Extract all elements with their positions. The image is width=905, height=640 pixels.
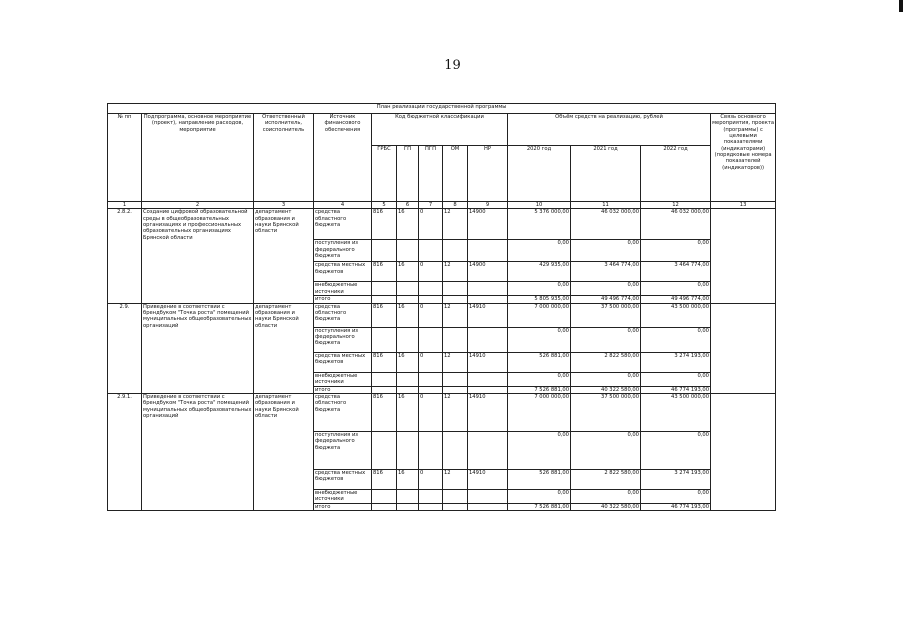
column-numbers-row [108, 202, 776, 209]
amount-2022: 3 274 193,00 [641, 352, 711, 372]
funding-source: поступления из федерального бюджета [314, 240, 372, 262]
indicator-link [711, 303, 776, 393]
funding-source: поступления из федерального бюджета [314, 432, 372, 470]
code-grbs: 816 [372, 303, 397, 327]
code-grbs: 816 [372, 209, 397, 240]
header-2021: 2021 год [571, 146, 641, 202]
code-pgp [419, 504, 443, 511]
code-gp [397, 240, 419, 262]
amount-2021: 37 500 000,00 [571, 394, 641, 432]
amount-2020: 0,00 [508, 240, 571, 262]
amount-2022: 0,00 [641, 240, 711, 262]
code-om [443, 386, 468, 393]
header-source: Источник финансового обеспечения [314, 114, 372, 202]
header-budget-code: Код бюджетной классификации [372, 114, 508, 146]
funding-source: средства местных бюджетов [314, 262, 372, 282]
code-pgp: 0 [419, 470, 443, 490]
funding-source: внебюджетные источники [314, 490, 372, 504]
code-nr: 14900 [468, 209, 508, 240]
funding-source: средства местных бюджетов [314, 470, 372, 490]
header-grbs: ГРБС [372, 146, 397, 202]
amount-2021: 0,00 [571, 372, 641, 386]
code-om [443, 432, 468, 470]
code-gp: 16 [397, 352, 419, 372]
code-grbs: 816 [372, 394, 397, 432]
code-grbs [372, 386, 397, 393]
section-number: 2.9. [108, 303, 142, 393]
section-name: Приведение в соответствии с брендбуком "Точка роста" помещений муниципальных общеобразовательных организаций [142, 303, 254, 393]
col-number: 5 [372, 202, 397, 209]
amount-2021: 0,00 [571, 282, 641, 296]
amount-2020: 0,00 [508, 327, 571, 352]
funding-source: итого [314, 386, 372, 393]
code-om [443, 490, 468, 504]
section-executor: департамент образования и науки Брянской области [254, 394, 314, 511]
header-num: № пп [108, 114, 142, 202]
header-link: Связь основного мероприятия, проекта (программы) с целевыми показателями (индикаторами) (порядковые номера показателей (индикаторов)) [711, 114, 776, 202]
code-nr [468, 327, 508, 352]
amount-2020: 7 000 000,00 [508, 394, 571, 432]
amount-2020: 5 376 000,00 [508, 209, 571, 240]
funding-source: внебюджетные источники [314, 282, 372, 296]
section-executor: департамент образования и науки Брянской области [254, 303, 314, 393]
amount-2020: 526 881,00 [508, 352, 571, 372]
page-number: 19 [444, 58, 461, 73]
code-nr [468, 490, 508, 504]
amount-2021: 3 464 774,00 [571, 262, 641, 282]
code-om [443, 296, 468, 303]
code-pgp: 0 [419, 303, 443, 327]
code-pgp [419, 386, 443, 393]
section-name: Приведение в соответствии с брендбуком "Точка роста" помещений муниципальных общеобразовательных организаций [142, 394, 254, 511]
code-nr [468, 282, 508, 296]
amount-2022: 3 464 774,00 [641, 262, 711, 282]
amount-2020: 0,00 [508, 490, 571, 504]
code-om [443, 504, 468, 511]
amount-2022: 46 032 000,00 [641, 209, 711, 240]
funding-source: внебюджетные источники [314, 372, 372, 386]
amount-2021: 2 822 580,00 [571, 470, 641, 490]
col-number: 6 [397, 202, 419, 209]
col-number: 2 [142, 202, 254, 209]
indicator-link [711, 394, 776, 511]
amount-2021: 37 500 000,00 [571, 303, 641, 327]
code-grbs [372, 504, 397, 511]
code-om [443, 282, 468, 296]
code-pgp: 0 [419, 209, 443, 240]
amount-2020: 7 526 881,00 [508, 504, 571, 511]
code-nr [468, 386, 508, 393]
code-om: 12 [443, 303, 468, 327]
code-gp [397, 327, 419, 352]
amount-2022: 43 500 000,00 [641, 394, 711, 432]
header-nr: НР [468, 146, 508, 202]
amount-2020: 526 881,00 [508, 470, 571, 490]
page-edge-mark [899, 0, 903, 12]
header-row [108, 114, 776, 146]
amount-2020: 0,00 [508, 282, 571, 296]
code-nr [468, 432, 508, 470]
amount-2022: 3 274 193,00 [641, 470, 711, 490]
code-grbs [372, 296, 397, 303]
header-2020: 2020 год [508, 146, 571, 202]
code-nr: 14900 [468, 262, 508, 282]
code-gp [397, 372, 419, 386]
plan-table [107, 103, 776, 511]
code-gp [397, 282, 419, 296]
code-grbs [372, 327, 397, 352]
col-number: 3 [254, 202, 314, 209]
code-om: 12 [443, 394, 468, 432]
amount-2022: 46 774 193,00 [641, 386, 711, 393]
code-pgp [419, 490, 443, 504]
code-om [443, 327, 468, 352]
section-executor: департамент образования и науки Брянской области [254, 209, 314, 303]
code-pgp: 0 [419, 394, 443, 432]
table-title: План реализации государственной программы [108, 104, 776, 114]
code-gp: 16 [397, 303, 419, 327]
amount-2021: 2 822 580,00 [571, 352, 641, 372]
code-gp [397, 296, 419, 303]
code-gp [397, 386, 419, 393]
amount-2021: 40 322 580,00 [571, 504, 641, 511]
code-nr: 14910 [468, 303, 508, 327]
col-number: 4 [314, 202, 372, 209]
amount-2020: 0,00 [508, 432, 571, 470]
col-number: 1 [108, 202, 142, 209]
table-row [108, 303, 776, 327]
table-row [108, 394, 776, 432]
code-grbs: 816 [372, 470, 397, 490]
col-number: 7 [419, 202, 443, 209]
amount-2021: 40 322 580,00 [571, 386, 641, 393]
funding-source: средства местных бюджетов [314, 352, 372, 372]
code-pgp [419, 240, 443, 262]
code-gp [397, 432, 419, 470]
amount-2022: 0,00 [641, 490, 711, 504]
code-om: 12 [443, 262, 468, 282]
code-nr [468, 240, 508, 262]
code-om [443, 372, 468, 386]
amount-2021: 0,00 [571, 432, 641, 470]
amount-2020: 7 000 000,00 [508, 303, 571, 327]
col-number: 10 [508, 202, 571, 209]
col-number: 13 [711, 202, 776, 209]
amount-2021: 46 032 000,00 [571, 209, 641, 240]
code-nr [468, 504, 508, 511]
amount-2020: 0,00 [508, 372, 571, 386]
code-pgp: 0 [419, 262, 443, 282]
header-pgp: ПГП [419, 146, 443, 202]
amount-2021: 0,00 [571, 240, 641, 262]
funding-source: средства областного бюджета [314, 394, 372, 432]
code-nr: 14910 [468, 394, 508, 432]
amount-2022: 46 774 193,00 [641, 504, 711, 511]
amount-2020: 5 805 935,00 [508, 296, 571, 303]
code-grbs [372, 240, 397, 262]
code-nr [468, 296, 508, 303]
amount-2022: 0,00 [641, 327, 711, 352]
col-number: 11 [571, 202, 641, 209]
header-gp: ГП [397, 146, 419, 202]
amount-2021: 49 496 774,00 [571, 296, 641, 303]
header-om: ОМ [443, 146, 468, 202]
code-grbs [372, 372, 397, 386]
amount-2022: 43 500 000,00 [641, 303, 711, 327]
code-pgp [419, 282, 443, 296]
code-grbs [372, 490, 397, 504]
code-nr [468, 372, 508, 386]
amount-2022: 0,00 [641, 282, 711, 296]
code-gp [397, 490, 419, 504]
code-gp: 16 [397, 262, 419, 282]
header-subprogram: Подпрограмма, основное мероприятие (проект), направление расходов, мероприятие [142, 114, 254, 202]
code-om: 12 [443, 470, 468, 490]
code-nr: 14910 [468, 352, 508, 372]
code-om: 12 [443, 352, 468, 372]
section-number: 2.9.1. [108, 394, 142, 511]
table-title-row [108, 104, 776, 114]
funding-source: итого [314, 296, 372, 303]
header-2022: 2022 год [641, 146, 711, 202]
code-grbs: 816 [372, 352, 397, 372]
funding-source: итого [314, 504, 372, 511]
section-number: 2.8.2. [108, 209, 142, 303]
amount-2022: 0,00 [641, 432, 711, 470]
code-grbs [372, 282, 397, 296]
funding-source: средства областного бюджета [314, 209, 372, 240]
col-number: 9 [468, 202, 508, 209]
funding-source: поступления из федерального бюджета [314, 327, 372, 352]
code-pgp [419, 327, 443, 352]
code-gp [397, 504, 419, 511]
amount-2022: 0,00 [641, 372, 711, 386]
col-number: 12 [641, 202, 711, 209]
code-gp: 16 [397, 470, 419, 490]
table-row [108, 209, 776, 240]
code-pgp [419, 432, 443, 470]
code-pgp [419, 296, 443, 303]
code-om [443, 240, 468, 262]
header-funds: Объём средств на реализацию, рублей [508, 114, 711, 146]
amount-2020: 429 935,00 [508, 262, 571, 282]
funding-source: средства областного бюджета [314, 303, 372, 327]
code-pgp: 0 [419, 352, 443, 372]
code-nr: 14910 [468, 470, 508, 490]
code-om: 12 [443, 209, 468, 240]
section-name: Создание цифровой образовательной среды в общеобразовательных организациях и профессиональных образовательных организациях Брянской области [142, 209, 254, 303]
amount-2020: 7 526 881,00 [508, 386, 571, 393]
col-number: 8 [443, 202, 468, 209]
code-grbs [372, 432, 397, 470]
code-pgp [419, 372, 443, 386]
amount-2021: 0,00 [571, 490, 641, 504]
code-gp: 16 [397, 394, 419, 432]
code-gp: 16 [397, 209, 419, 240]
amount-2021: 0,00 [571, 327, 641, 352]
amount-2022: 49 496 774,00 [641, 296, 711, 303]
header-executor: Ответственный исполнитель, соисполнитель [254, 114, 314, 202]
indicator-link [711, 209, 776, 303]
code-grbs: 816 [372, 262, 397, 282]
